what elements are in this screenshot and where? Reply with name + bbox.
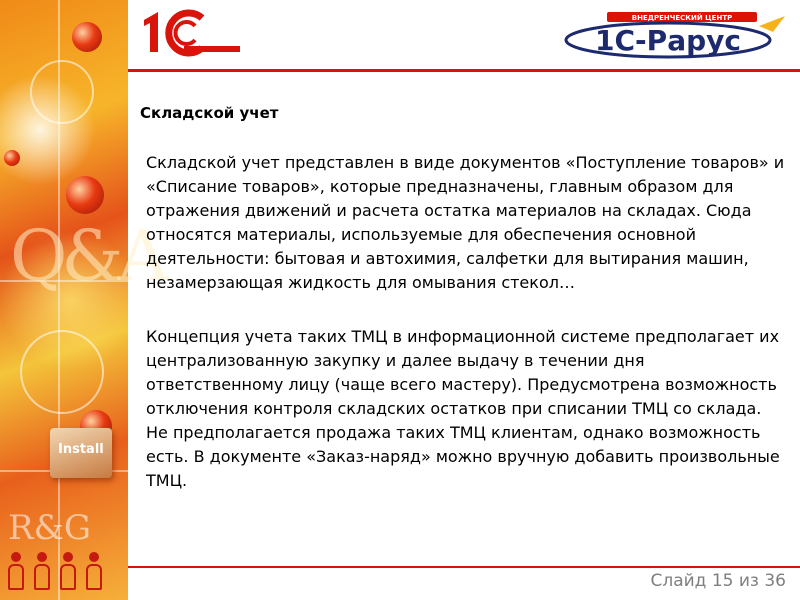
rg-decor-text: R&G [8, 508, 92, 548]
logo-banner-text: ВНЕДРЕНЧЕСКИЙ ЦЕНТР [631, 14, 733, 22]
qa-decor-text: Q&A [10, 215, 163, 297]
footer-divider [128, 566, 800, 568]
body-paragraph: Концепция учета таких ТМЦ в информационной системе предполагает их централизованную закупку и далее выдачу в течении дня ответственному лицу (чаще всего мастеру). Предусмотрена возможность отключения контроля складских остатков при списании ТМЦ со склада. Не предполагается продажа таких ТМЦ клиентам, однако возможность есть. В документе «Заказ-наряд» можно вручную добавить произвольные ТМЦ. [146, 327, 780, 490]
ring-decor [30, 60, 94, 124]
install-box-icon [50, 428, 112, 478]
install-label: Install [58, 442, 104, 457]
red-sphere-decor [66, 176, 104, 214]
figure-icon [34, 552, 50, 592]
header-divider [128, 69, 800, 72]
slide-counter: Слайд 15 из 36 [650, 571, 786, 591]
left-decorative-panel [0, 0, 163, 600]
red-sphere-decor [4, 150, 20, 166]
body-paragraph: Складской учет представлен в виде документов «Поступление товаров» и «Списание товаров», которые предназначены, главным образом для отражения движений и расчета остатка материалов на складах. Сюда относятся материалы, используемые для обеспечения основной деятельности: бытовая и автохимия, салфетки для вытирания машин, незамерзающая жидкость для омывания стекол… [146, 153, 785, 292]
logo-1c-icon [140, 6, 240, 58]
red-sphere-decor [72, 22, 102, 52]
figure-icon [60, 552, 76, 592]
figure-icon [8, 552, 24, 592]
ring-decor [20, 330, 104, 414]
figure-icon [86, 552, 102, 592]
logo-rarus-text: 1С-Рарус [595, 24, 741, 57]
logo-1c-rarus-icon [563, 10, 788, 58]
slide-title: Складской учет [140, 104, 279, 122]
